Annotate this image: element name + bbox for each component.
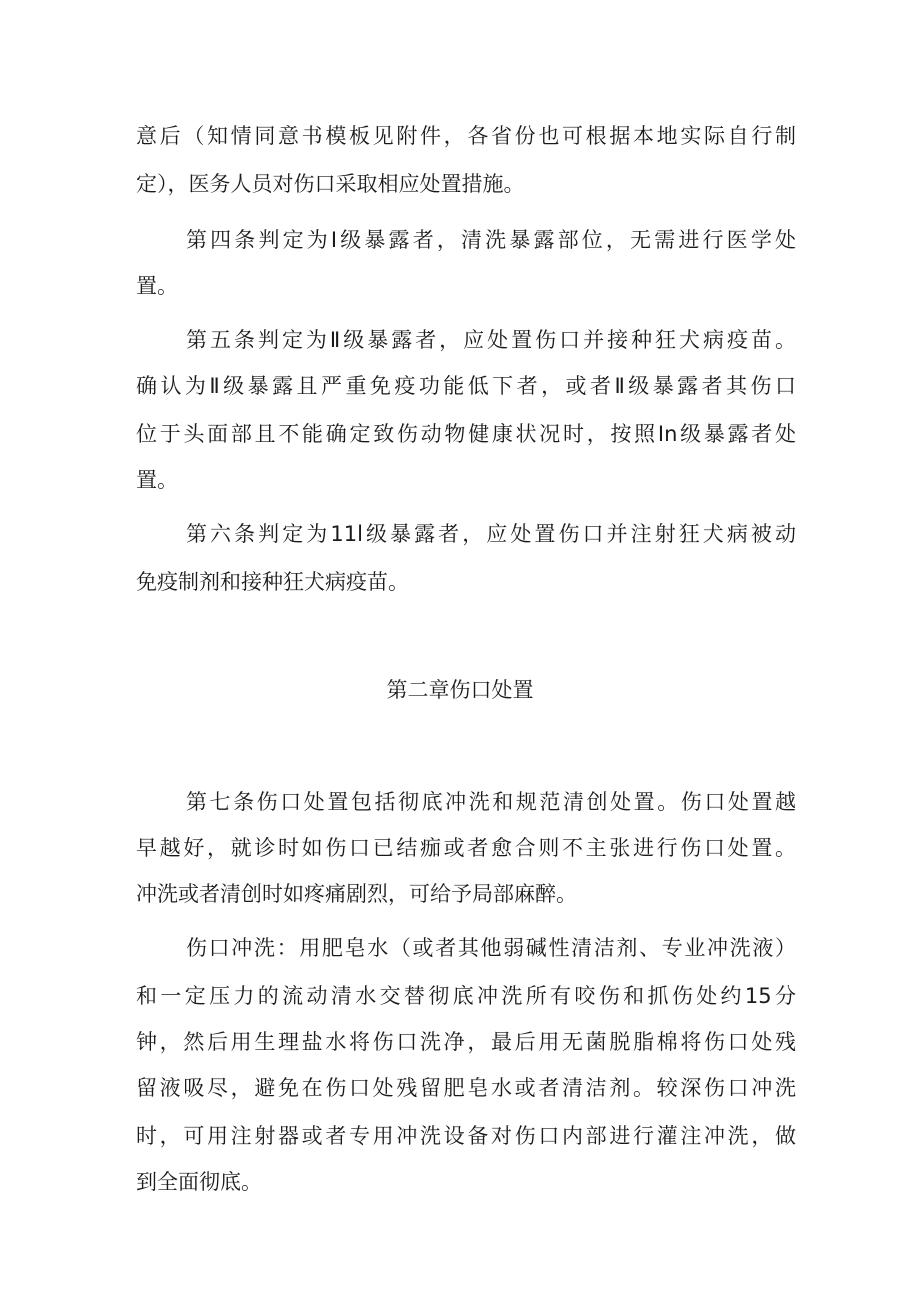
para-wash-line-5: 时，可用注射器或者专用冲洗设备对伤口内部进行灌注冲洗，做 <box>136 1124 796 1148</box>
para-wash-line-6: 到全面彻底。 <box>136 1170 262 1194</box>
para-wash-line-3: 钟，然后用生理盐水将伤口洗净，最后用无菌脱脂棉将伤口处残 <box>136 1030 796 1054</box>
para-wash-line-4: 留液吸尽，避免在伤口处残留肥皂水或者清洁剂。较深伤口冲洗 <box>136 1076 796 1100</box>
para-intro-line-1: 意后（知情同意书模板见附件，各省份也可根据本地实际自行制 <box>136 124 796 148</box>
para-art5-line-3: 位于头面部且不能确定致伤动物健康状况时，按照In级暴露者处 <box>136 422 796 446</box>
para-art5-line-2: 确认为Ⅱ级暴露且严重免疫功能低下者，或者Ⅱ级暴露者其伤口 <box>136 374 796 398</box>
para-art7-line-2: 早越好，就诊时如伤口已结痂或者愈合则不主张进行伤口处置。 <box>136 836 796 860</box>
para-art6-line-2: 免疫制剂和接种狂犬病疫苗。 <box>136 570 409 594</box>
para-art4-line-2: 置。 <box>136 274 178 298</box>
para-wash-line-1: 伤口冲洗：用肥皂水（或者其他弱碱性清洁剂、专业冲洗液） <box>186 936 796 960</box>
para-art4-line-1: 第四条判定为Ⅰ级暴露者，清洗暴露部位，无需进行医学处 <box>186 228 796 252</box>
para-wash-line-2: 和一定压力的流动清水交替彻底冲洗所有咬伤和抓伤处约15分 <box>136 984 796 1008</box>
para-intro-line-2: 定），医务人员对伤口采取相应处置措施。 <box>136 172 525 196</box>
para-art7-line-3: 冲洗或者清创时如疼痛剧烈，可给予局部麻醉。 <box>136 882 577 906</box>
chapter-title: 第二章伤口处置 <box>386 678 534 702</box>
para-art7-line-1: 第七条伤口处置包括彻底冲洗和规范清创处置。伤口处置越 <box>186 790 796 814</box>
para-art5-line-1: 第五条判定为Ⅱ级暴露者，应处置伤口并接种狂犬病疫苗。 <box>186 328 796 352</box>
para-art5-line-4: 置。 <box>136 468 178 492</box>
para-art6-line-1: 第六条判定为11l级暴露者，应处置伤口并注射狂犬病被动 <box>186 522 796 546</box>
